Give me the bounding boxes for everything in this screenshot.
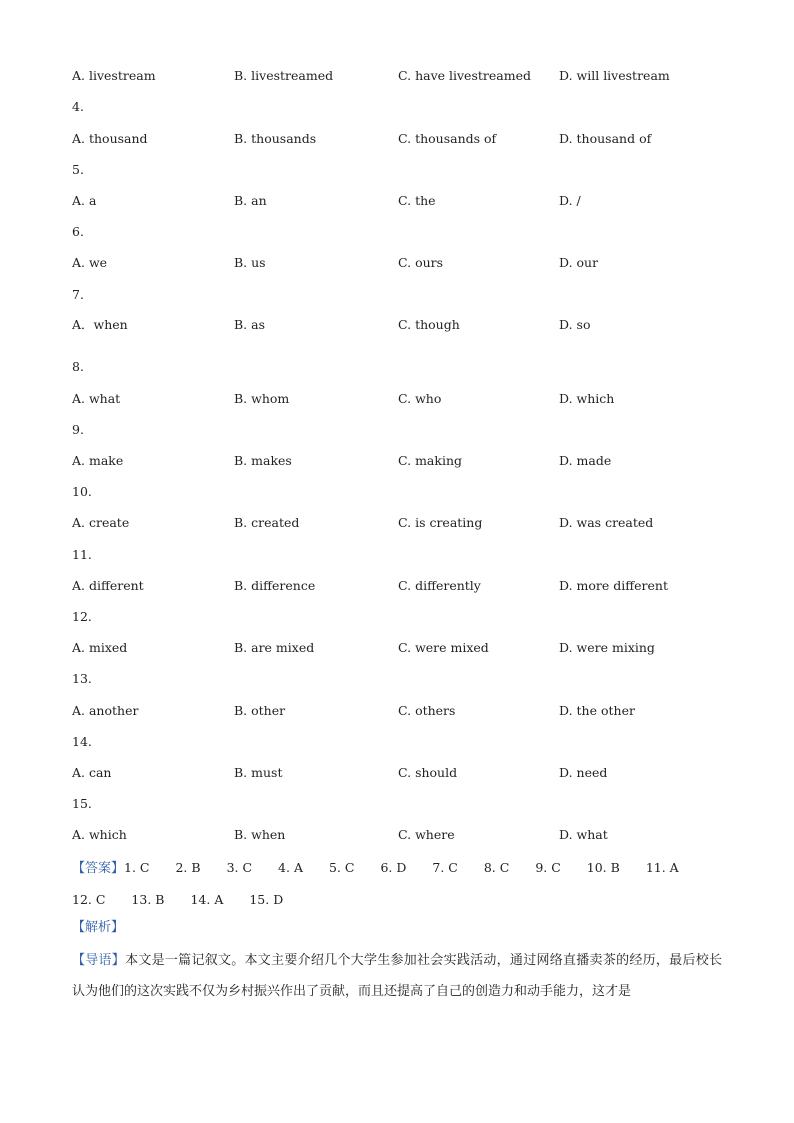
guide-paragraph <box>72 945 722 1007</box>
option-b: B. livestreamed <box>234 68 334 83</box>
option-d: D. were mixing <box>559 640 655 655</box>
answer-item: 8. C <box>483 860 510 875</box>
option-d: D. / <box>559 193 581 208</box>
question-number: 11. <box>72 547 92 562</box>
option-d: D. was created <box>559 515 654 530</box>
option-c: C. have livestreamed <box>398 68 531 83</box>
question-number: 15. <box>72 796 92 811</box>
answer-item: 10. B <box>586 860 620 875</box>
option-c: C. were mixed <box>398 640 489 655</box>
option-b: B. us <box>234 255 266 270</box>
option-b: B. as <box>234 317 265 332</box>
option-d: D. what <box>559 827 608 842</box>
answer-item: 2. B <box>175 860 201 875</box>
option-c: C. the <box>398 193 436 208</box>
option-d: D. thousand of <box>559 131 652 146</box>
option-b: B. difference <box>234 578 316 593</box>
question-number: 8. <box>72 359 84 374</box>
question-number: 14. <box>72 734 92 749</box>
option-b: B. are mixed <box>234 640 315 655</box>
question-number: 6. <box>72 224 84 239</box>
option-d: D. which <box>559 391 615 406</box>
option-c: C. where <box>398 827 455 842</box>
option-a: A. which <box>72 827 127 842</box>
option-c: C. thousands of <box>398 131 497 146</box>
option-a: A. create <box>72 515 130 530</box>
option-b: B. must <box>234 765 283 780</box>
option-a: A．when <box>72 317 128 332</box>
option-d: D. the other <box>559 703 635 718</box>
answer-item: 6. D <box>380 860 407 875</box>
question-number: 7. <box>72 287 84 302</box>
answer-item: 12. C <box>72 892 106 907</box>
option-a: A. different <box>72 578 144 593</box>
option-c: C. ours <box>398 255 444 270</box>
option-c: C. though <box>398 317 460 332</box>
option-d: D. our <box>559 255 599 270</box>
option-d: D. need <box>559 765 608 780</box>
analysis-label: 【解析】 <box>72 920 125 935</box>
option-a: A. thousand <box>72 131 148 146</box>
answer-item: 13. B <box>131 892 165 907</box>
answer-item: 4. A <box>278 860 303 875</box>
answer-item: 1. C <box>124 860 150 875</box>
question-number: 10. <box>72 484 92 499</box>
option-a: A. livestream <box>72 68 156 83</box>
option-c: C. is creating <box>398 515 483 530</box>
option-a: A. we <box>72 255 108 270</box>
guide-text: 本文是一篇记叙文。本文主要介绍几个大学生参加社会实践活动，通过网络直播卖茶的经历，最后校长认为他们的这次实践不仅为乡村振兴作出了贡献，而且还提高了自己的创造力和动手能力，这才是 <box>72 953 722 999</box>
option-c: C. should <box>398 765 458 780</box>
question-number: 5. <box>72 162 84 177</box>
answer-item: 9. C <box>535 860 561 875</box>
option-a: A. another <box>72 703 139 718</box>
option-b: B. created <box>234 515 300 530</box>
option-a: A. make <box>72 453 124 468</box>
option-d: D. will livestream <box>559 68 670 83</box>
option-a: A. can <box>72 765 112 780</box>
option-c: C. making <box>398 453 462 468</box>
option-c: C. others <box>398 703 456 718</box>
option-b: B. other <box>234 703 286 718</box>
guide-label: 【导语】 <box>72 953 126 968</box>
option-d: D. more different <box>559 578 668 593</box>
option-b: B. when <box>234 827 286 842</box>
question-number: 12. <box>72 609 92 624</box>
answer-label: 【答案】 <box>72 861 125 876</box>
option-a: A. what <box>72 391 121 406</box>
answer-item: 5. C <box>328 860 355 875</box>
answer-item: 15. D <box>249 892 284 907</box>
option-c: C. who <box>398 391 442 406</box>
question-number: 4. <box>72 99 84 114</box>
question-number: 9. <box>72 422 84 437</box>
option-b: B. an <box>234 193 267 208</box>
option-c: C. differently <box>398 578 481 593</box>
answer-key <box>72 852 732 915</box>
answer-item: 7. C <box>432 860 458 875</box>
answer-item: 14. A <box>190 892 224 907</box>
answer-item: 11. A <box>645 860 679 875</box>
option-b: B. whom <box>234 391 290 406</box>
option-a: A. mixed <box>72 640 128 655</box>
answer-item: 3. C <box>226 860 253 875</box>
option-d: D. made <box>559 453 612 468</box>
option-b: B. makes <box>234 453 292 468</box>
option-a: A. a <box>72 193 97 208</box>
option-b: B. thousands <box>234 131 317 146</box>
option-d: D. so <box>559 317 591 332</box>
question-number: 13. <box>72 671 92 686</box>
